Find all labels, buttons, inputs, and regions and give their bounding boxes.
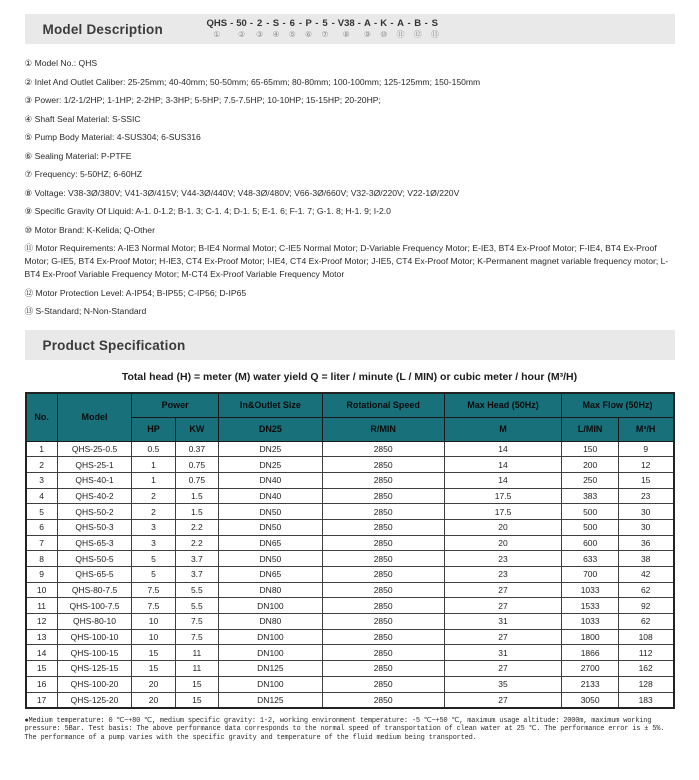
table-cell: 200 — [562, 457, 618, 473]
table-cell: DN80 — [219, 582, 323, 598]
table-cell: 162 — [618, 661, 673, 677]
table-cell: QHS-125-20 — [57, 692, 132, 708]
col-header-dn25: DN25 — [219, 417, 323, 441]
description-item: ⑩ Motor Brand: K-Kelida; Q-Other — [24, 224, 155, 235]
table-cell: 2850 — [322, 472, 444, 488]
table-cell: 2850 — [322, 614, 444, 630]
table-cell: 6 — [26, 519, 58, 535]
table-cell: 30 — [618, 504, 673, 520]
table-cell: 633 — [562, 551, 618, 567]
table-cell: 10 — [132, 629, 175, 645]
description-item: ② Inlet And Outlet Caliber: 25-25mm; 40-40mm; 50-50mm; 65-65mm; 80-80mm; 100-100mm; 125-125mm; 150-150mm — [24, 76, 481, 87]
table-cell: QHS-25-0.5 — [57, 441, 132, 457]
table-row — [26, 519, 674, 535]
table-cell: 14 — [444, 441, 562, 457]
table-cell: 0.75 — [175, 457, 218, 473]
code-separator: - — [298, 18, 303, 29]
code-segment: B ⑫ — [413, 18, 422, 39]
table-cell: 7.5 — [175, 614, 218, 630]
table-cell: 20 — [444, 535, 562, 551]
table-cell: 2850 — [322, 535, 444, 551]
code-separator: - — [315, 18, 319, 29]
table-cell: QHS-65-5 — [57, 567, 132, 583]
code-separator: - — [282, 18, 286, 29]
table-cell: 15 — [132, 661, 175, 677]
col-header-m3h: M³/H — [618, 417, 673, 441]
table-cell: QHS-40-2 — [57, 488, 132, 504]
table-cell: 250 — [562, 472, 618, 488]
table-cell: 2850 — [322, 629, 444, 645]
table-cell: 2850 — [322, 676, 444, 692]
table-cell: 2850 — [322, 441, 444, 457]
table-row — [26, 598, 674, 614]
table-cell: 3.7 — [175, 551, 218, 567]
code-segment: A ⑨ — [363, 18, 371, 39]
table-cell: DN100 — [219, 598, 323, 614]
table-cell: 30 — [618, 519, 673, 535]
table-cell: QHS-100-20 — [57, 676, 132, 692]
code-segment: 50 ② — [236, 18, 247, 39]
table-cell: 36 — [618, 535, 673, 551]
table-row — [26, 472, 674, 488]
table-cell: DN25 — [219, 441, 323, 457]
table-cell: 12 — [618, 457, 673, 473]
table-cell: 2 — [26, 457, 58, 473]
table-cell: QHS-50-5 — [57, 551, 132, 567]
table-cell: 5.5 — [175, 598, 218, 614]
description-item: ⑪ Motor Requirements: A-IE3 Normal Motor; B-IE4 Normal Motor; C-IE5 Normal Motor; D-Variable Frequency Motor; E-IE3, BT4 Ex-Proof Motor; F-IE4, BT4 Ex-Proof Motor; G-IE5, BT4 Ex-Proof Motor; H-IE3, CT4 Ex-Proof Motor; I-IE4, CT4 Ex-Proof Motor; J-IE5, CT4 Ex-Proof Motor; K-Permanent magnet variable frequency motor; L-BT4 Ex-Proof Variable Frequency Motor; M-CT4 Ex-Proof Variable Frequency Motor — [24, 243, 669, 279]
table-cell: 3 — [26, 472, 58, 488]
table-cell: DN50 — [219, 551, 323, 567]
code-segment: P ⑥ — [305, 18, 313, 39]
table-cell: 2850 — [322, 567, 444, 583]
table-cell: QHS-25-1 — [57, 457, 132, 473]
table-cell: 2.2 — [175, 519, 218, 535]
table-cell: QHS-80-10 — [57, 614, 132, 630]
table-cell: QHS-100-7.5 — [57, 598, 132, 614]
table-cell: 27 — [444, 692, 562, 708]
col-header-rotational-speed: Rotational Speed — [322, 393, 444, 417]
table-cell: DN65 — [219, 567, 323, 583]
table-cell: 8 — [26, 551, 58, 567]
product-specification-header-bar — [25, 330, 675, 360]
table-cell: 3 — [132, 519, 175, 535]
table-cell: 16 — [26, 676, 58, 692]
table-cell: 3 — [132, 535, 175, 551]
table-cell: 3050 — [562, 692, 618, 708]
table-cell: 183 — [618, 692, 673, 708]
model-description-title: Model Description — [42, 21, 163, 37]
code-separator: - — [331, 18, 335, 29]
table-cell: 20 — [132, 676, 175, 692]
table-row — [26, 661, 674, 677]
table-cell: 1 — [132, 457, 175, 473]
table-cell: 5 — [26, 504, 58, 520]
table-cell: 500 — [562, 519, 618, 535]
description-item: ⑧ Voltage: V38-3Ø/380V; V41-3Ø/415V; V44-3Ø/440V; V48-3Ø/480V; V66-3Ø/660V; V32-3Ø/220V; V22-1Ø/220V — [24, 187, 460, 198]
table-row — [26, 504, 674, 520]
table-cell: 2.2 — [175, 535, 218, 551]
table-cell: 20 — [132, 692, 175, 708]
table-cell: 5 — [132, 551, 175, 567]
table-cell: 10 — [132, 614, 175, 630]
table-cell: DN50 — [219, 519, 323, 535]
table-cell: 42 — [618, 567, 673, 583]
code-separator: - — [390, 18, 394, 29]
table-cell: 0.5 — [132, 441, 175, 457]
spec-table-head — [26, 393, 674, 441]
description-item: ③ Power: 1/2-1/2HP; 1-1HP; 2-2HP; 3-3HP; 5-5HP; 7.5-7.5HP; 10-10HP; 15-15HP; 20-20HP; — [24, 95, 381, 105]
table-cell: 23 — [618, 488, 673, 504]
table-cell: 2 — [132, 488, 175, 504]
table-cell: 1033 — [562, 614, 618, 630]
table-cell: 3.7 — [175, 567, 218, 583]
table-row — [26, 676, 674, 692]
table-row — [26, 441, 674, 457]
description-item: ⑨ Specific Gravity Of Liquid: A-1. 0-1.2; B-1. 3; C-1. 4; D-1. 5; E-1. 6; F-1. 7; G-1. 8; H-1. 9; I-2.0 — [24, 206, 391, 216]
code-segment: S ⑬ — [430, 18, 439, 39]
table-cell: QHS-40-1 — [57, 472, 132, 488]
table-cell: DN50 — [219, 504, 323, 520]
description-item: ① Model No.: QHS — [24, 58, 98, 68]
table-cell: 2850 — [322, 457, 444, 473]
table-cell: 10 — [26, 582, 58, 598]
table-cell: 14 — [26, 645, 58, 661]
table-cell: 2133 — [562, 676, 618, 692]
description-item: ⑫ Motor Protection Level: A-IP54; B-IP55; C-IP56; D-IP65 — [24, 287, 247, 298]
code-separator: - — [424, 18, 428, 29]
col-header-power: Power — [132, 393, 219, 417]
table-cell: 1 — [26, 441, 58, 457]
table-row — [26, 629, 674, 645]
table-row — [26, 488, 674, 504]
col-header-inoutlet-size: In&Outlet Size — [219, 393, 323, 417]
table-cell: DN40 — [219, 488, 323, 504]
table-cell: 1533 — [562, 598, 618, 614]
table-cell: 0.75 — [175, 472, 218, 488]
table-cell: 23 — [444, 567, 562, 583]
table-cell: 23 — [444, 551, 562, 567]
table-cell: 9 — [618, 441, 673, 457]
col-header-rmin: R/MIN — [322, 417, 444, 441]
header-row-1 — [26, 393, 674, 417]
table-cell: 15 — [132, 645, 175, 661]
table-cell: 1.5 — [175, 504, 218, 520]
table-cell: DN125 — [219, 661, 323, 677]
table-cell: 31 — [444, 645, 562, 661]
code-segment: 6 ⑤ — [288, 18, 296, 39]
spec-sheet-page — [25, 0, 675, 742]
table-cell: 27 — [444, 598, 562, 614]
table-row — [26, 614, 674, 630]
table-cell: 92 — [618, 598, 673, 614]
table-cell: QHS-65-3 — [57, 535, 132, 551]
table-cell: 0.37 — [175, 441, 218, 457]
table-cell: 7 — [26, 535, 58, 551]
code-separator: - — [357, 18, 361, 29]
table-cell: 600 — [562, 535, 618, 551]
table-cell: 17.5 — [444, 504, 562, 520]
table-cell: 62 — [618, 614, 673, 630]
table-cell: 62 — [618, 582, 673, 598]
table-cell: 4 — [26, 488, 58, 504]
head-flow-formula: Total head (H) = meter (M) water yield Q = liter / minute (L / MIN) or cubic meter / hour (M³/H) — [121, 371, 578, 383]
code-segment: 2 ③ — [256, 18, 264, 39]
col-header-lmin: L/MIN — [562, 417, 618, 441]
table-cell: 15 — [175, 692, 218, 708]
table-cell: 2850 — [322, 645, 444, 661]
description-item: ⑤ Pump Body Material: 4-SUS304; 6-SUS316 — [24, 132, 201, 142]
table-cell: 27 — [444, 629, 562, 645]
col-header-no: No. — [26, 393, 58, 441]
table-cell: 1800 — [562, 629, 618, 645]
code-segment: S ④ — [272, 18, 280, 39]
table-row — [26, 645, 674, 661]
table-cell: 7.5 — [132, 582, 175, 598]
table-cell: 15 — [26, 661, 58, 677]
table-cell: 1033 — [562, 582, 618, 598]
table-cell: 2850 — [322, 582, 444, 598]
table-cell: QHS-50-3 — [57, 519, 132, 535]
code-separator: - — [249, 18, 254, 29]
table-cell: DN40 — [219, 472, 323, 488]
table-cell: 27 — [444, 661, 562, 677]
table-row — [26, 535, 674, 551]
table-cell: 2 — [132, 504, 175, 520]
table-cell: 1.5 — [175, 488, 218, 504]
table-row — [26, 582, 674, 598]
col-header-hp: HP — [132, 417, 175, 441]
table-cell: 13 — [26, 629, 58, 645]
col-header-m: M — [444, 417, 562, 441]
code-separator: - — [266, 18, 270, 29]
table-cell: 108 — [618, 629, 673, 645]
model-description-header-bar — [25, 14, 675, 44]
table-cell: 150 — [562, 441, 618, 457]
table-cell: 11 — [175, 661, 218, 677]
table-cell: 11 — [26, 598, 58, 614]
table-row — [26, 457, 674, 473]
table-cell: 12 — [26, 614, 58, 630]
table-cell: 14 — [444, 457, 562, 473]
table-cell: DN100 — [219, 676, 323, 692]
table-cell: 5.5 — [175, 582, 218, 598]
description-list — [25, 57, 675, 318]
code-segment: K ⑩ — [380, 18, 388, 39]
table-cell: 15 — [618, 472, 673, 488]
product-specification-title: Product Specification — [42, 337, 186, 353]
model-code — [207, 18, 439, 40]
table-cell: 2850 — [322, 551, 444, 567]
table-cell: 17 — [26, 692, 58, 708]
description-item: ⑦ Frequency: 5-50HZ; 6-60HZ — [24, 169, 143, 179]
footnote: ●Medium temperature: 0 ℃~+80 ℃, medium specific gravity: 1-2, working environment temperature: -5 ℃~+50 ℃, maximum usage altitude: 2000m, maximum working pressure: 5Bar. Test basis: The above performance data corresponds to the normal speed of transportation of clean water at 25 ℃. The performance error is ± 5%. The performance of a pump varies with the specific gravity and temperature of the fluid medium being transported. — [24, 716, 665, 742]
table-cell: QHS-80-7.5 — [57, 582, 132, 598]
table-cell: 14 — [444, 472, 562, 488]
table-cell: 1 — [132, 472, 175, 488]
description-item: ⑬ S-Standard; N-Non-Standard — [24, 306, 147, 316]
table-cell: 2850 — [322, 598, 444, 614]
table-cell: 35 — [444, 676, 562, 692]
table-cell: 112 — [618, 645, 673, 661]
col-header-model: Model — [57, 393, 132, 441]
table-cell: DN80 — [219, 614, 323, 630]
table-cell: 11 — [175, 645, 218, 661]
col-header-max-flow: Max Flow (50Hz) — [562, 393, 674, 417]
table-cell: 20 — [444, 519, 562, 535]
table-cell: 15 — [175, 676, 218, 692]
code-segment: QHS ① — [206, 18, 228, 39]
table-cell: 7.5 — [175, 629, 218, 645]
table-cell: 2850 — [322, 488, 444, 504]
table-cell: QHS-125-15 — [57, 661, 132, 677]
table-cell: QHS-100-10 — [57, 629, 132, 645]
table-cell: 128 — [618, 676, 673, 692]
table-row — [26, 567, 674, 583]
table-cell: DN25 — [219, 457, 323, 473]
table-cell: DN100 — [219, 629, 323, 645]
code-separator: - — [373, 18, 378, 29]
col-header-max-head: Max Head (50Hz) — [444, 393, 562, 417]
table-cell: DN65 — [219, 535, 323, 551]
table-cell: 31 — [444, 614, 562, 630]
col-header-kw: KW — [175, 417, 218, 441]
table-row — [26, 692, 674, 708]
table-cell: 500 — [562, 504, 618, 520]
table-cell: 38 — [618, 551, 673, 567]
table-cell: 700 — [562, 567, 618, 583]
table-cell: 383 — [562, 488, 618, 504]
table-cell: 2850 — [322, 504, 444, 520]
code-separator: - — [230, 18, 234, 29]
table-cell: 2850 — [322, 661, 444, 677]
code-segment: 5 ⑦ — [321, 18, 329, 39]
table-cell: DN100 — [219, 645, 323, 661]
table-cell: 9 — [26, 567, 58, 583]
spec-table — [25, 392, 675, 709]
description-item: ④ Shaft Seal Material: S-SSIC — [24, 113, 141, 124]
table-cell: DN125 — [219, 692, 323, 708]
table-cell: 2700 — [562, 661, 618, 677]
table-cell: 5 — [132, 567, 175, 583]
code-segment: V38 ⑧ — [337, 18, 355, 39]
table-cell: QHS-50-2 — [57, 504, 132, 520]
table-cell: 2850 — [322, 692, 444, 708]
table-cell: 27 — [444, 582, 562, 598]
table-row — [26, 551, 674, 567]
spec-table-body — [26, 441, 674, 708]
description-item: ⑥ Sealing Material: P-PTFE — [24, 150, 132, 161]
table-cell: 1866 — [562, 645, 618, 661]
table-cell: 17.5 — [444, 488, 562, 504]
code-separator: - — [407, 18, 411, 29]
table-cell: 7.5 — [132, 598, 175, 614]
code-segment: A ⑪ — [396, 18, 405, 39]
table-cell: QHS-100-15 — [57, 645, 132, 661]
table-cell: 2850 — [322, 519, 444, 535]
